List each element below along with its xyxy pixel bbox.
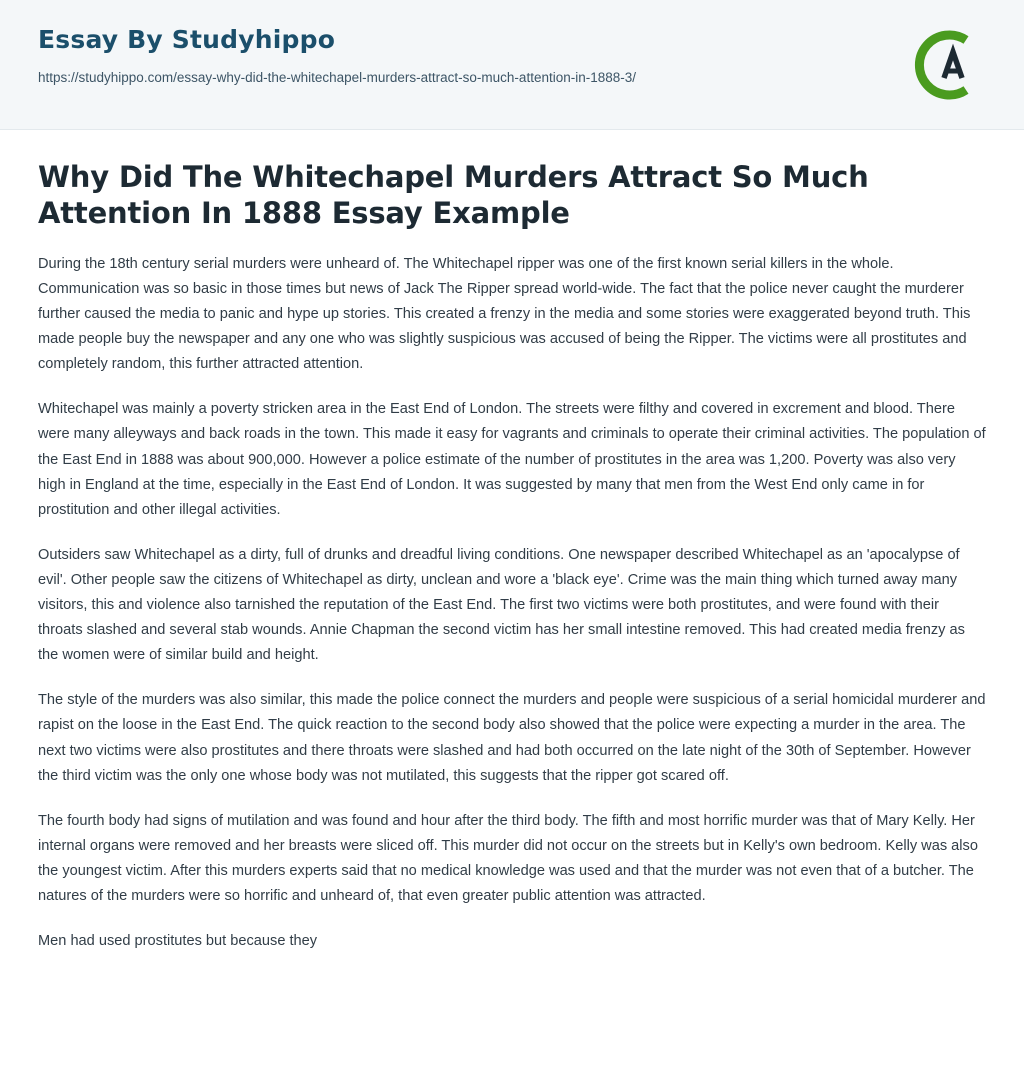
paragraph: Whitechapel was mainly a poverty stricken area in the East End of London. The streets were filthy and covered in excrement and blood. There were many alleyways and back roads in the town. This made it easy for vagrants and criminals to operate their criminal activities. The population of the East End in 1888 was about 900,000. However a police estimate of the number of prostitutes in the area was 1,200. Poverty was also very high in England at the time, especially in the East End of London. It was suggested by many that men from the West End only came in for prostitution and other illegal activities. xyxy=(38,401,986,518)
paragraph: The style of the murders was also similar, this made the police connect the murders and people were suspicious of a serial homicidal murderer and rapist on the loose in the East End. The quick reaction to the second body also showed that the police were expecting a murder in the area. The next two victims were also prostitutes and there throats were slashed and had both occurred on the late night of the 30th of September. However the third victim was the only one whose body was not mutilated, this suggests that the ripper got scared off. xyxy=(38,692,986,784)
paragraph: Outsiders saw Whitechapel as a dirty, full of drunks and dreadful living conditions. One newspaper described Whitechapel as an 'apocalypse of evil'. Other people saw the citizens of Whitechapel as dirty, unclean and wore a 'black eye'. Crime was the main thing which turned away many visitors, this and violence also tarnished the reputation of the East End. The first two victims were both prostitutes, and were found with their throats slashed and several stab wounds. Annie Chapman the second victim has her small intestine removed. This had created media frenzy as the women were of similar build and height. xyxy=(38,546,965,664)
article-container xyxy=(0,130,1024,980)
brand-prefix: Essay By xyxy=(38,25,172,54)
paragraph: During the 18th century serial murders were unheard of. The Whitechapel ripper was one of the first known serial killers in the whole. Communication was so basic in those times but news of Jack The Ripper spread world-wide. The fact that the police never caught the murderer further caused the media to panic and hype up stories. This created a frenzy in the media and some stories were exaggerated beyond truth. This made people buy the newspaper and any one who was slightly suspicious was accused of being the Ripper. The victims were all prostitutes and completely random, this further attracted attention. xyxy=(38,255,971,373)
page-title: Why Did The Whitechapel Murders Attract So Much Attention In 1888 Essay Example xyxy=(38,160,869,230)
paragraph: Men had used prostitutes but because they xyxy=(38,933,318,950)
article-body xyxy=(38,252,986,954)
source-url-link[interactable]: https://studyhippo.com/essay-why-did-the-whitechapel-murders-attract-so-much-attention-in-1888-3/ xyxy=(38,69,637,85)
studyhippo-logo-icon xyxy=(906,26,984,104)
site-brand xyxy=(38,26,986,54)
site-header xyxy=(0,0,1024,130)
brand-name: Studyhippo xyxy=(171,25,336,54)
paragraph: The fourth body had signs of mutilation and was found and hour after the third body. The fifth and most horrific murder was that of Mary Kelly. Her internal organs were removed and her breasts were sliced off. This murder did not occur on the streets but in Kelly's own bedroom. Kelly was also the youngest victim. After this murders experts said that no medical knowledge was used and that the murder was not even that of a butcher. The natures of the murders were so horrific and unheard of, that even greater public attention was attracted. xyxy=(38,812,978,904)
